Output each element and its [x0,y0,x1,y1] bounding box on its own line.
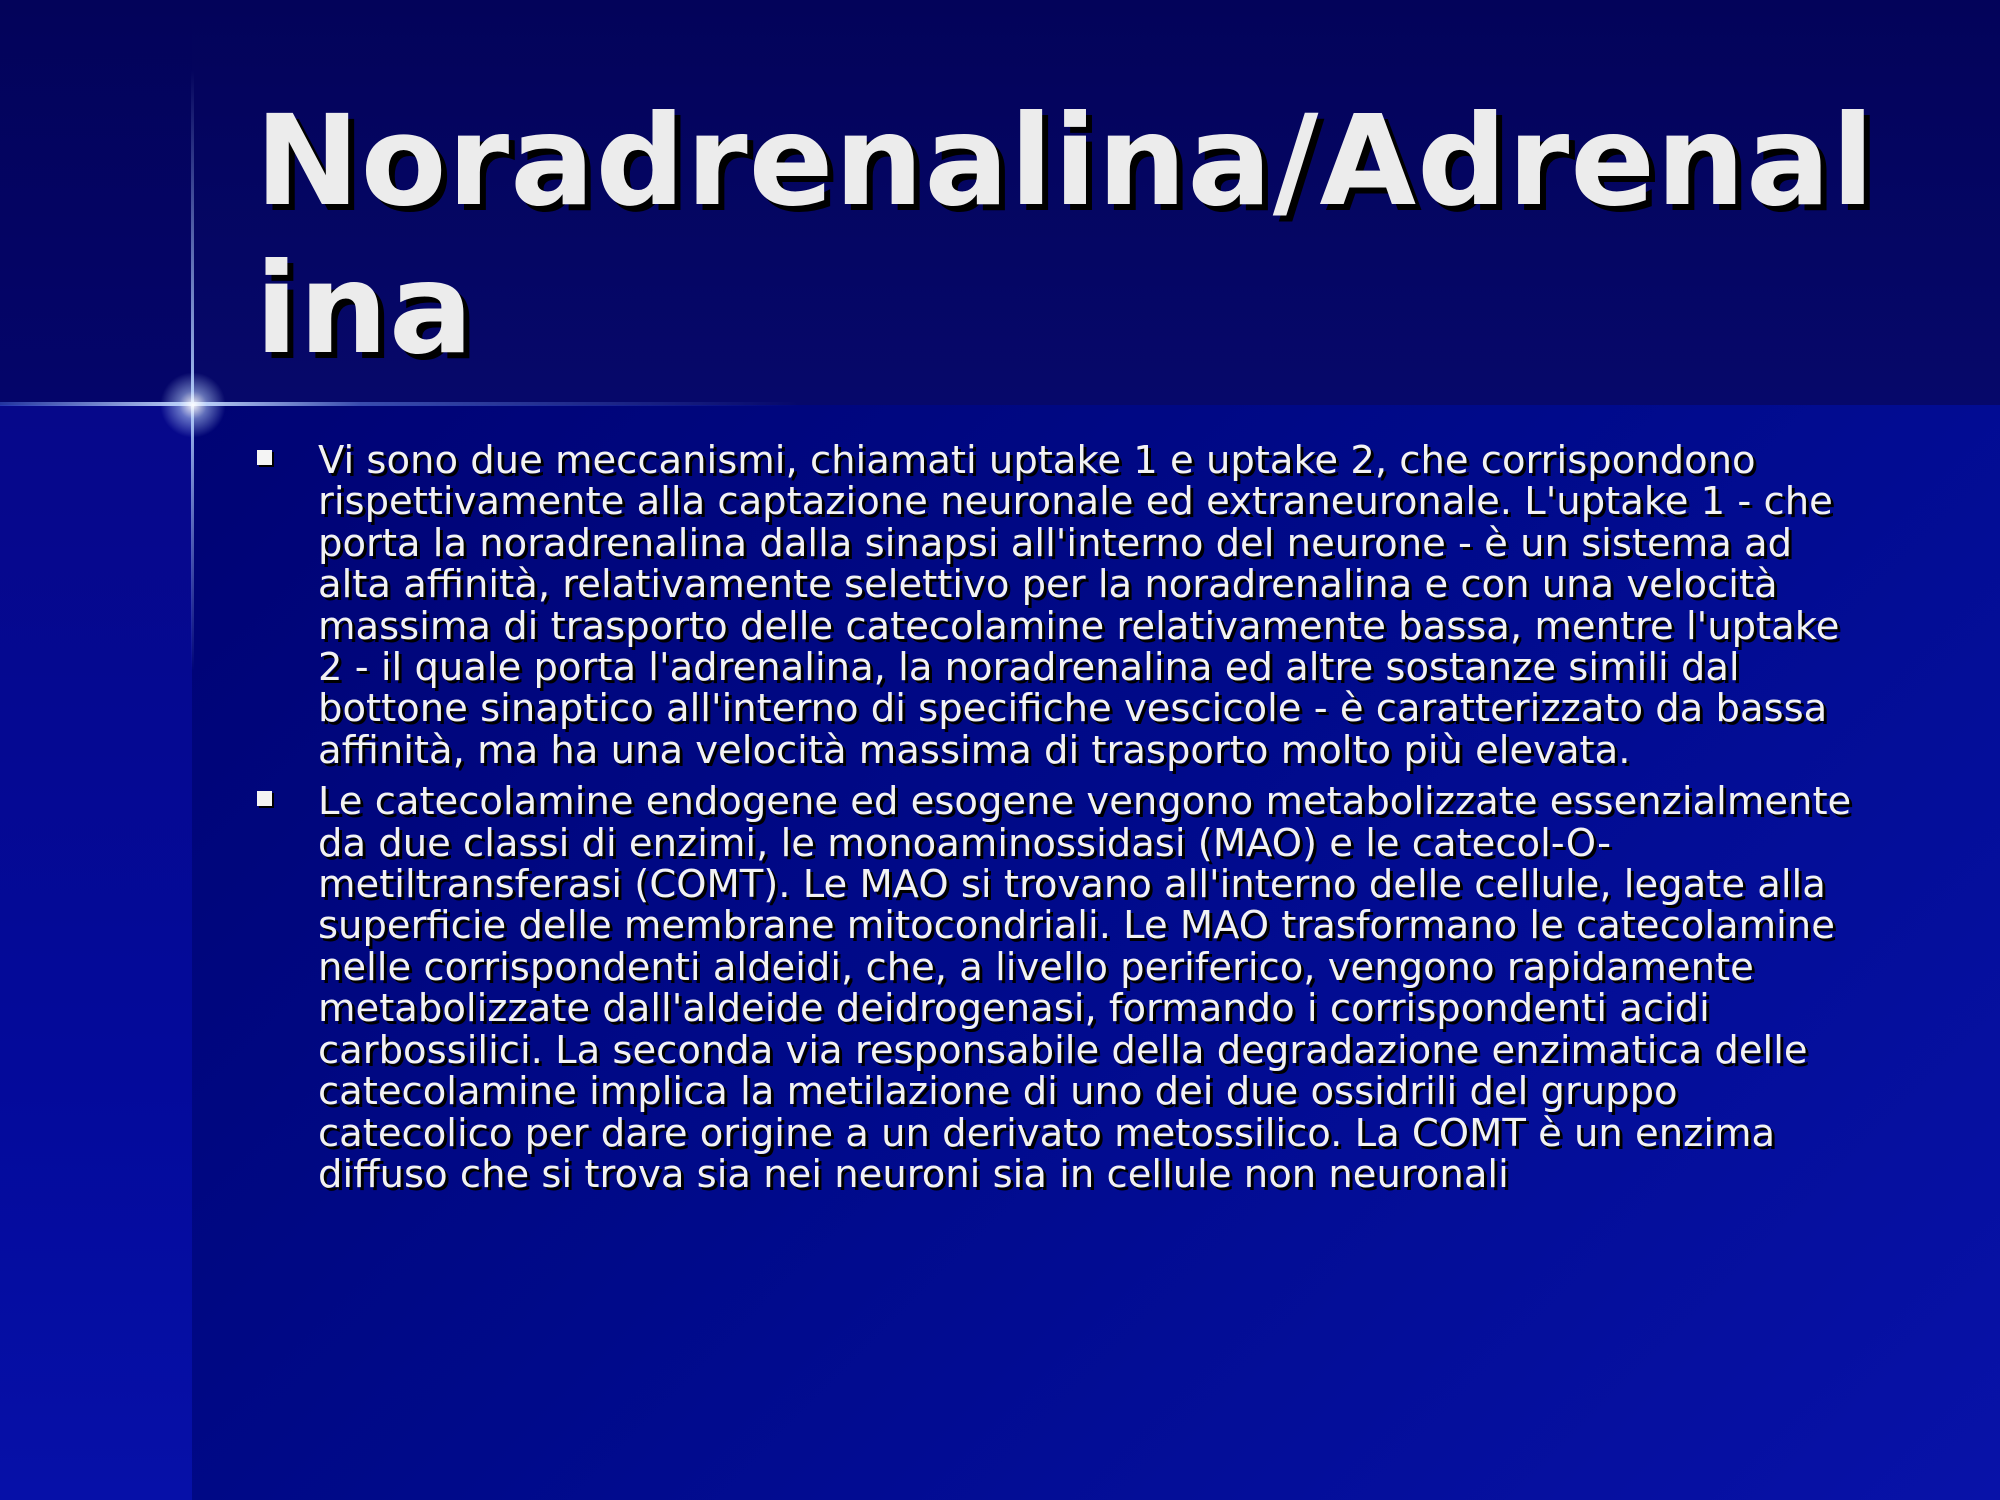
slide-title: Noradrenalina/Adrenalina [255,89,1876,382]
left-strip-top [0,0,192,405]
bullet-text: Vi sono due meccanismi, chiamati uptake 1 e uptake 2, che corrispondono rispettivamente alla captazione neuronale ed extraneuronale. L'uptake 1 - che porta la noradrenalina dalla sinapsi all'interno del neurone - è un sistema ad alta affinità, relativamente selettivo per la noradrenalina e con una velocità massima di trasporto delle catecolamine relativamente bassa, mentre l'uptake 2 - il quale porta l'adrenalina, la noradrenalina ed altre sostanze simili dal bottone sinaptico all'interno di specifiche vescicole - è caratterizzato da bassa affinità, ma ha una velocità massima di trasporto molto più elevata. [318,438,1840,773]
bullet-text: Le catecolamine endogene ed esogene vengono metabolizzate essenzialmente da due classi di enzimi, le monoaminossidasi (MAO) e le catecol-O-metiltransferasi (COMT). Le MAO si trovano all'interno delle cellule, legate alla superficie delle membrane mitocondriali. Le MAO trasformano le catecolamine nelle corrispondenti aldeidi, che, a livello periferico, vengono rapidamente metabolizzate dall'aldeide deidrogenasi, formando i corrispondenti acidi carbossilici. La seconda via responsabile della degradazione enzimatica delle catecolamine implica la metilazione di uno dei due ossidrili del gruppo catecolico per dare origine a un derivato metossilico. La COMT è un enzima diffuso che si trova sia nei neuroni sia in cellule non neuronali [318,779,1852,1197]
vertical-accent-line [191,70,194,670]
square-bullet-icon [257,791,272,806]
left-strip [0,405,192,1500]
horizontal-accent-line [0,402,2000,406]
star-glow-icon [160,372,226,438]
square-bullet-icon [257,450,272,465]
bullet-item [255,440,1875,771]
bullet-list [255,440,1875,1205]
bullet-item [255,781,1875,1195]
